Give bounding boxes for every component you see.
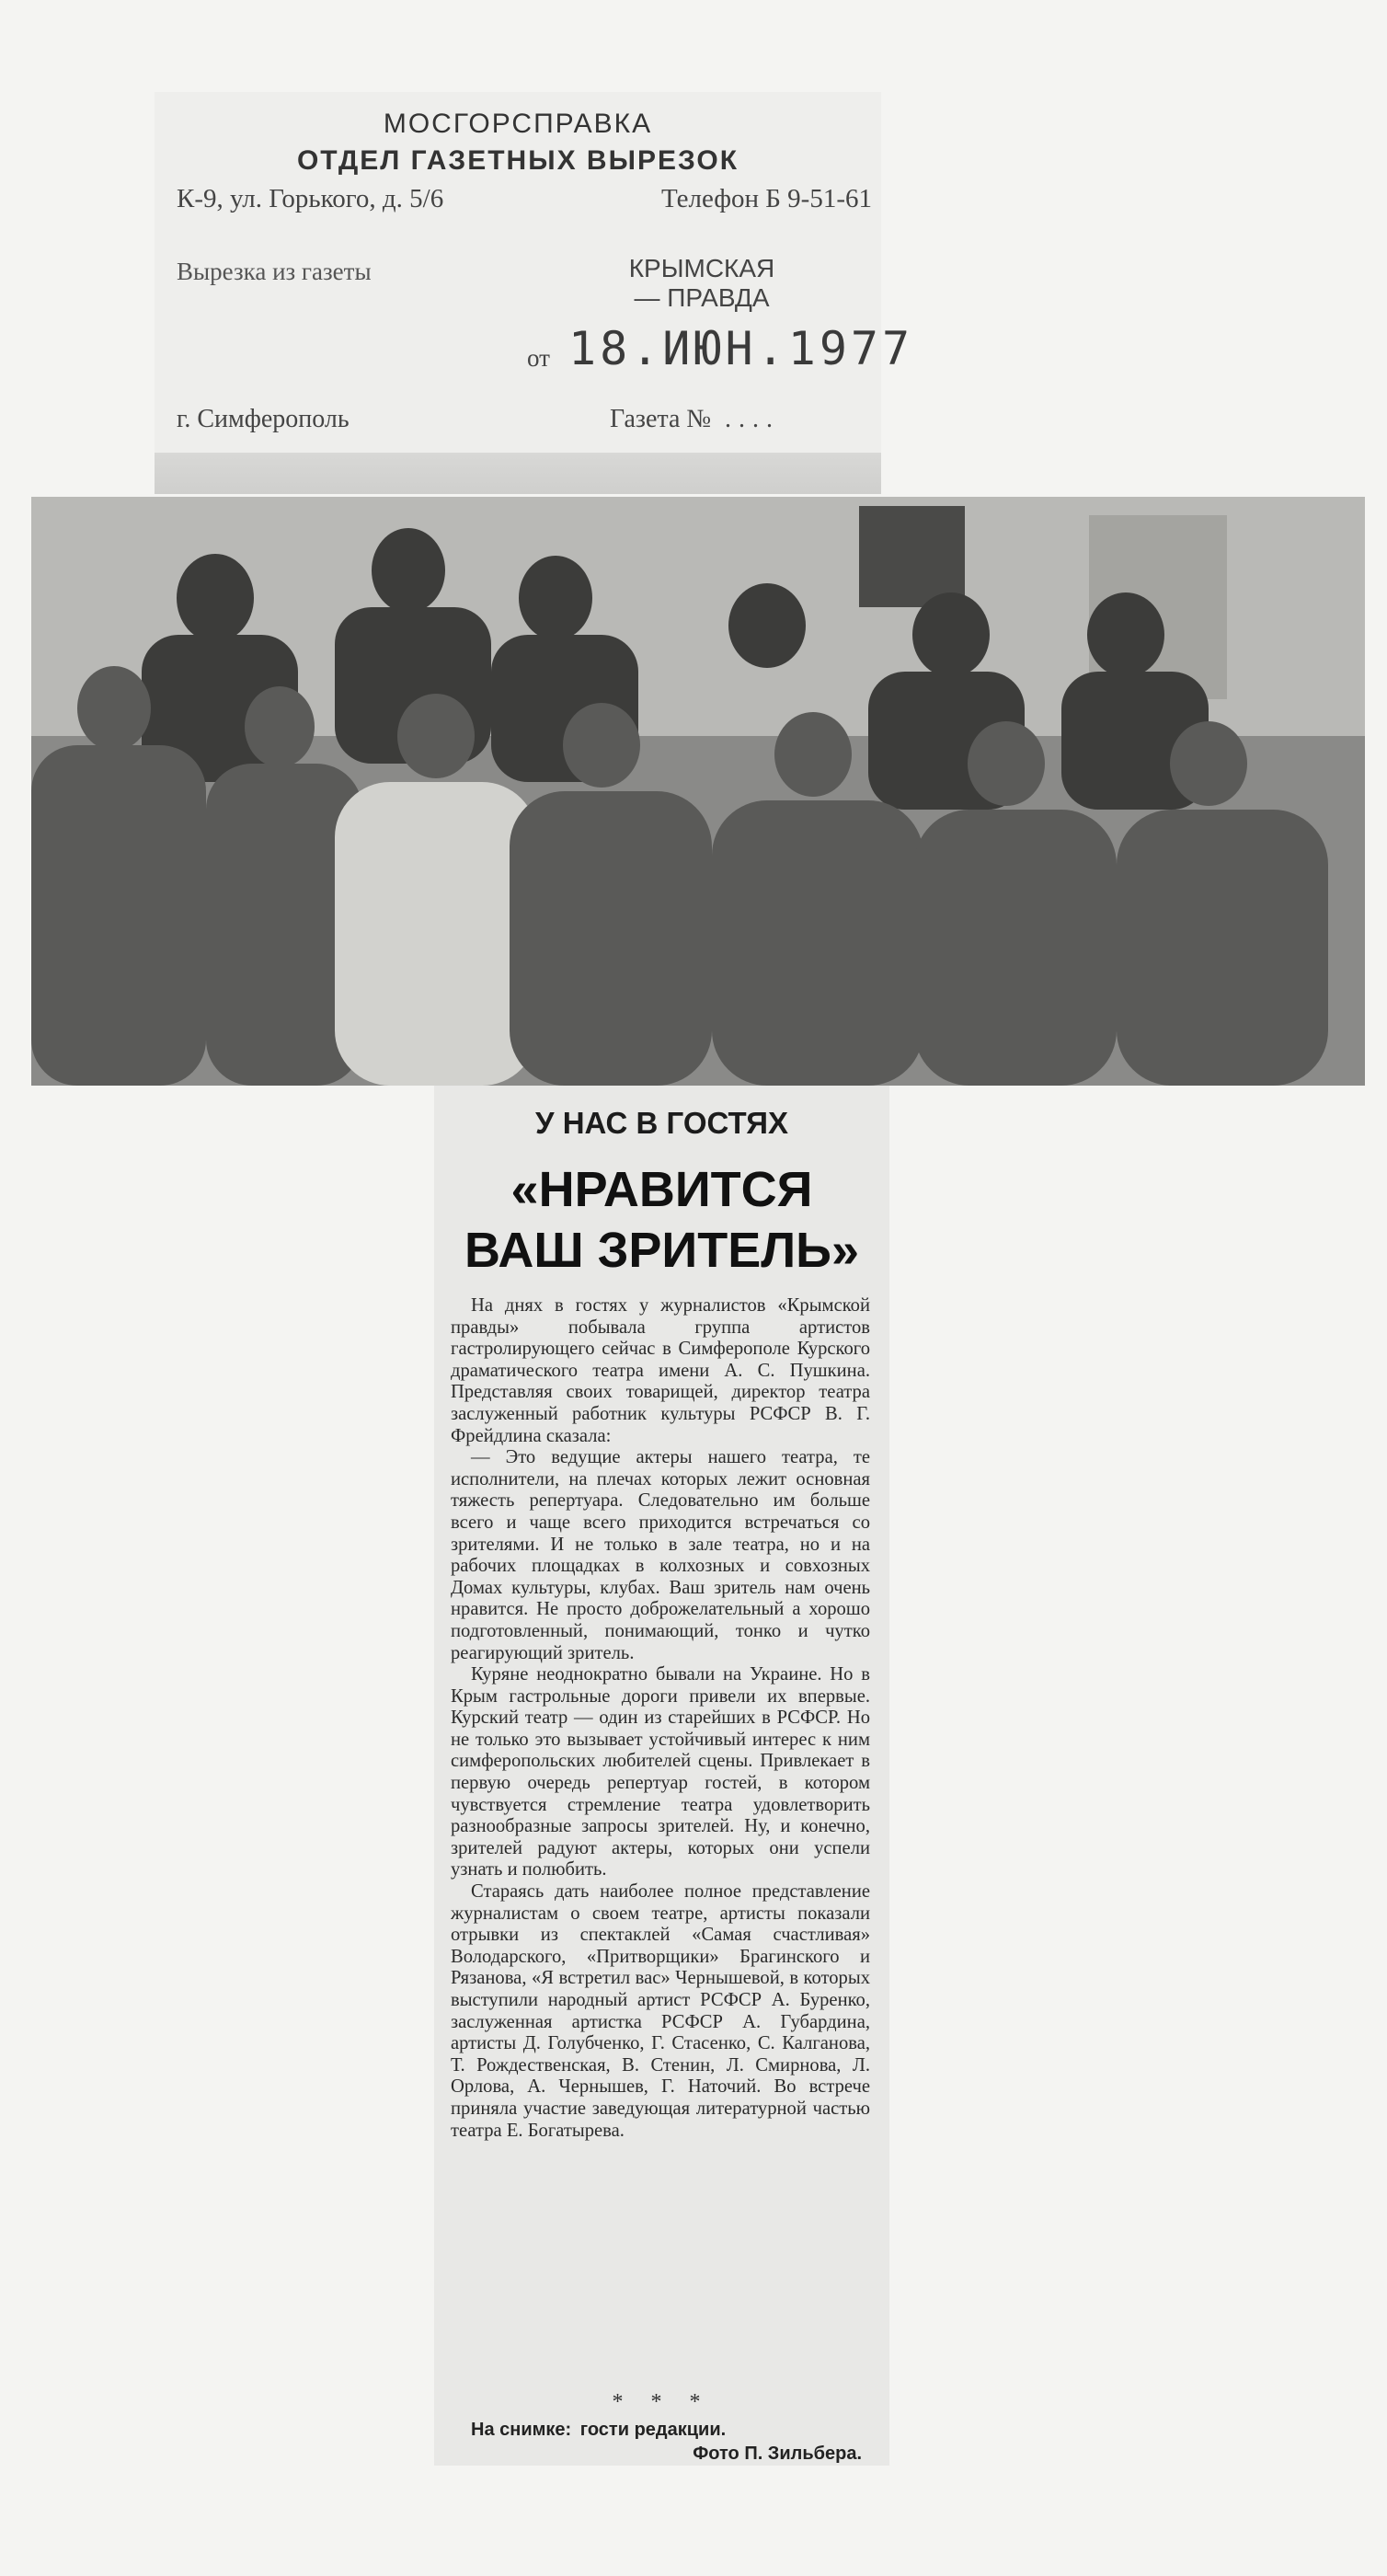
- article-rubric: У НАС В ГОСТЯХ: [535, 1106, 788, 1140]
- article-paragraph: — Это ведущие актеры нашего театра, те исполнители, на плечах которых лежит основная тяжесть репертуара. Следовательно им больше всего и чаще всего приходится встречаться со зрителями. И не только в зале театра, но и на рабочих площадках в колхозных и совхозных Домах культуры, клубах. Ваш зритель нам очень нравится. Не просто доброжелательный а хорошо подготовленный, понимающий, тонко и чутко реагирующий зритель.: [451, 1447, 870, 1663]
- group-photo-image: [31, 497, 1365, 1086]
- photo-caption-text: гости редакции.: [579, 2420, 727, 2440]
- newspaper-name-line1: КРЫМСКАЯ: [628, 254, 775, 282]
- gazette-number-label: Газета №: [610, 405, 712, 433]
- torn-newsprint-strip: [155, 453, 881, 494]
- date-stamp: 18.ИЮН.1977: [568, 322, 914, 375]
- date-prefix: от: [527, 344, 550, 372]
- gazette-number-dots: ....: [725, 405, 780, 433]
- department-name: ОТДЕЛ ГАЗЕТНЫХ ВЫРЕЗОК: [296, 145, 739, 176]
- article-paragraph: Стараясь дать наиболее полное представление журналистам о своем театре, артисты показали отрывки из спектаклей «Самая счастливая» Володарского, «Притворщики» Брагинского и Рязанова, «Я встретил вас» Чернышевой, в которых выступили народный артист РСФСР А. Буренко, заслуженная артистка РСФСР А. Губардина, артисты Д. Голубченко, Г. Стасенко, С. Калганова, Т. Рождественская, В. Стенин, Л. Смирнова, Л. Орлова, А. Чернышев, Г. Наточий. Во встрече приняла участие заведующая литературной частью театра Е. Богатырева.: [451, 1881, 870, 2141]
- photo-caption-key: На снимке:: [471, 2420, 572, 2440]
- bureau-address: К-9, ул. Горького, д. 5/6: [177, 184, 444, 213]
- bureau-name: МОСГОРСПРАВКА: [383, 109, 653, 139]
- clipping-label: Вырезка из газеты: [177, 258, 372, 285]
- article-paragraph: На днях в гостях у журналистов «Крымской правды» побывала группа артистов гастролирующего сейчас в Симферополе Курского драматического театра имени А. С. Пушкина. Представляя своих товарищей, директор театра заслуженный работник культуры РСФСР В. Г. Фрейдлина сказала:: [451, 1295, 870, 1446]
- newspaper-article: [434, 1086, 889, 2466]
- newspaper-name-line2: — ПРАВДА: [634, 283, 770, 312]
- photo-caption: [471, 2420, 726, 2441]
- headline-line1: «НРАВИТСЯ: [510, 1162, 813, 1217]
- bureau-phone: Телефон Б 9-51-61: [661, 184, 872, 213]
- headline-line2: ВАШ ЗРИТЕЛЬ»: [464, 1223, 859, 1278]
- photo-credit: Фото П. Зильбера.: [693, 2444, 862, 2464]
- city-label: г. Симферополь: [177, 405, 350, 433]
- clipping-bureau-slip: [155, 92, 914, 478]
- group-photo: [31, 497, 1365, 1086]
- article-body: [451, 1295, 870, 2142]
- article-paragraph: Куряне неоднократно бывали на Украине. Но в Крым гастрольные дороги привели их впервые. Курский театр — один из старейших в РСФСР. Но не только это вызывает устойчивый интерес к ним симферопольских любителей сцены. Привлекает в первую очередь репертуар гостей, в котором чувствуется стремление театра удовлетворить разнообразные запросы зрителей. Ну, и конечно, зрителей радуют актеры, которых они успели узнать и полюбить.: [451, 1664, 870, 1880]
- separator-stars: * * *: [612, 2390, 712, 2414]
- newspaper-name: [610, 254, 794, 313]
- article-headline: [434, 1159, 889, 1281]
